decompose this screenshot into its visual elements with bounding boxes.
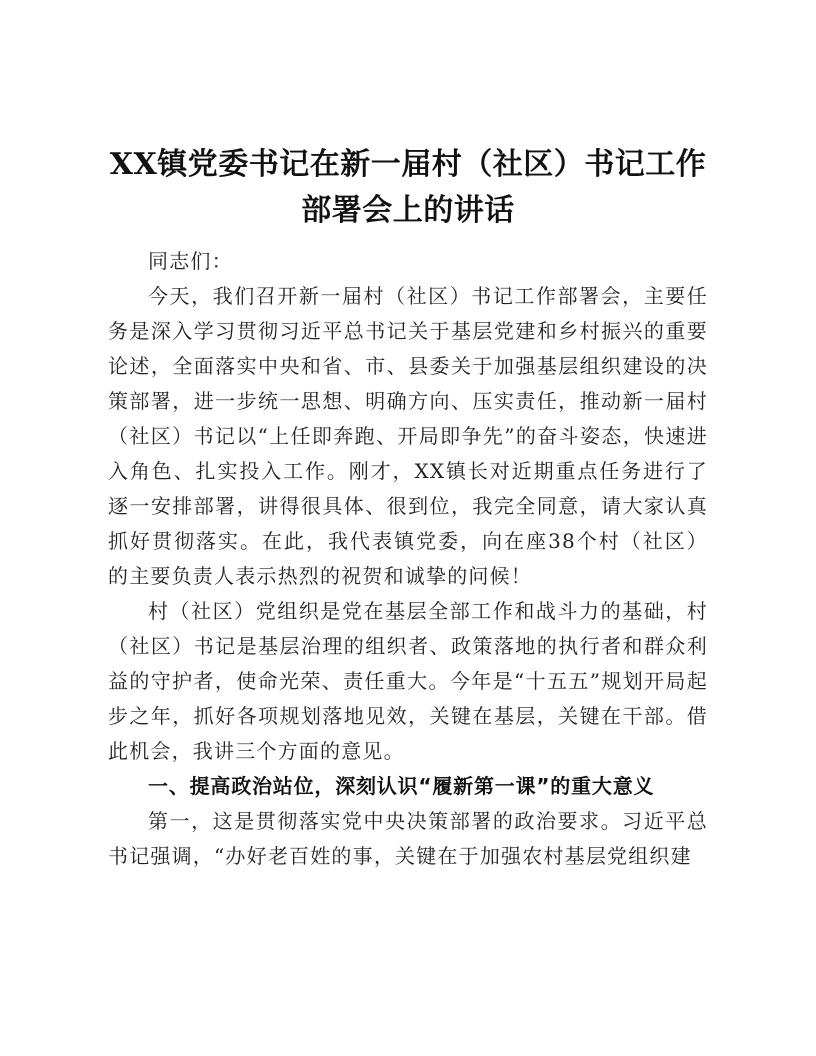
document-title: XX镇党委书记在新一届村（社区）书记工作部署会上的讲话 <box>109 147 707 228</box>
section-heading: 一、提高政治站位，深刻认识“履新第一课”的重大意义 <box>148 774 655 798</box>
salutation: 同志们： <box>148 249 233 273</box>
body-paragraph: 村（社区）党组织是党在基层全部工作和战斗力的基础，村（社区）书记是基层治理的组织者、政策落地的执行者和群众利益的守护者，使命光荣、责任重大。今年是“十五五”规划开局起步之年，抓好各项规划落地见效，关键在基层，关键在干部。借此机会，我讲三个方面的意见。 <box>108 599 708 763</box>
document-body <box>108 244 708 874</box>
body-paragraph: 今天，我们召开新一届村（社区）书记工作部署会，主要任务是深入学习贯彻习近平总书记关于基层党建和乡村振兴的重要论述，全面落实中央和省、市、县委关于加强基层组织建设的决策部署，进一步统一思想、明确方向、压实责任，推动新一届村（社区）书记以“上任即奔跑、开局即争先”的奋斗姿态，快速进入角色、扎实投入工作。刚才，XX镇长对近期重点任务进行了逐一安排部署，讲得很具体、很到位，我完全同意，请大家认真抓好贯彻落实。在此，我代表镇党委，向在座38个村（社区）的主要负责人表示热烈的祝贺和诚挚的问候！ <box>108 284 708 588</box>
section-paragraph: 第一，这是贯彻落实党中央决策部署的政治要求。习近平总书记强调，“办好老百姓的事，关键在于加强农村基层党组织建 <box>108 809 708 868</box>
